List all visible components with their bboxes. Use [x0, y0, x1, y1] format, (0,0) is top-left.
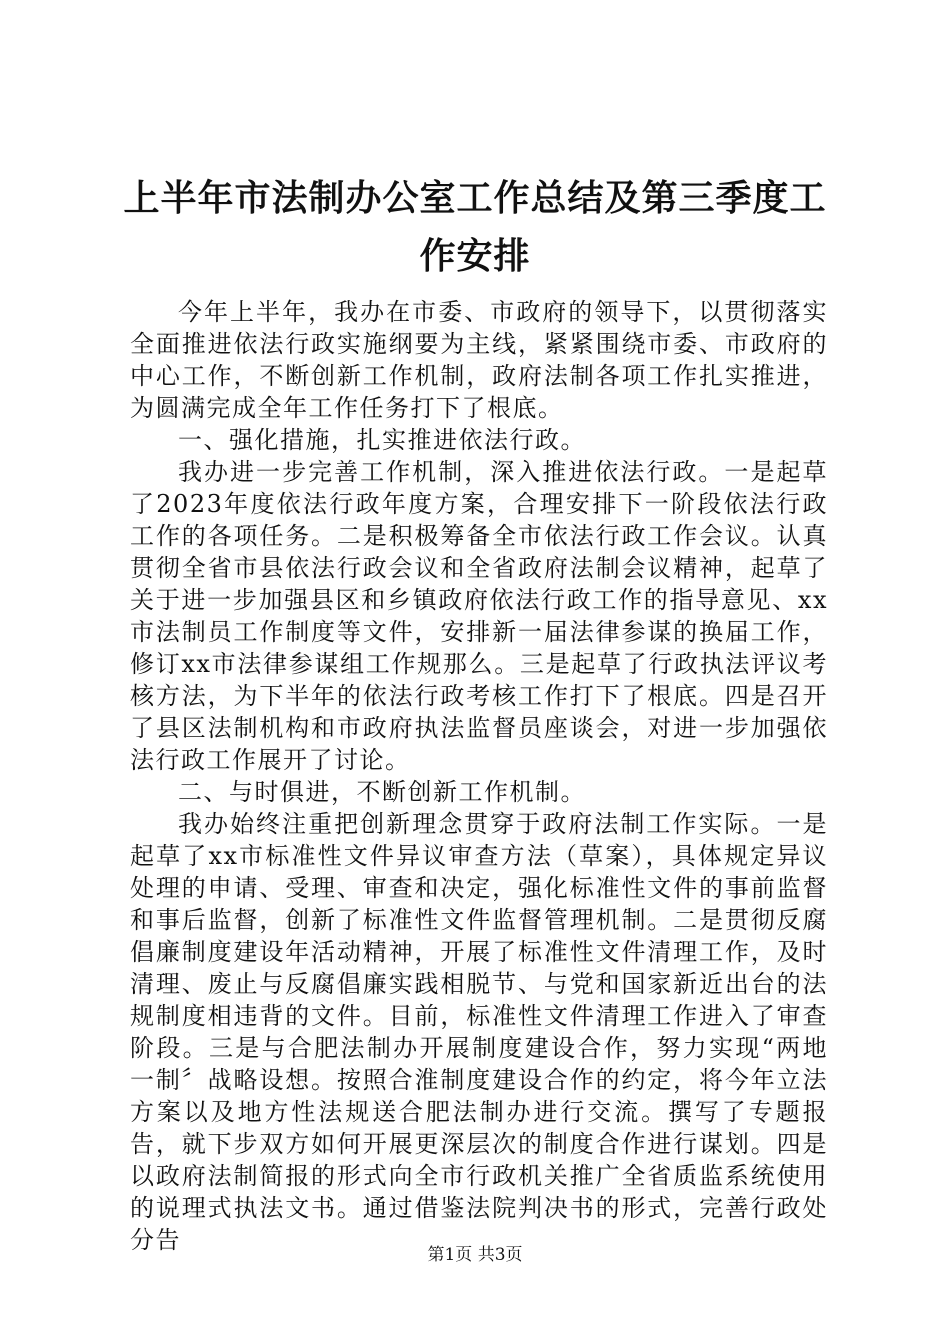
document-body — [130, 296, 828, 1256]
document-title: 上半年市法制办公室工作总结及第三季度工作安排 — [123, 178, 827, 277]
section-heading-1: 一、强化措施，扎实推进依法行政。 — [178, 426, 586, 454]
paragraph-section-1: 我办进一步完善工作机制，深入推进依法行政。一是起草了2023年度依法行政年度方案，合理安排下一阶段依法行政工作的各项任务。二是积极筹备全市依法行政工作会议。认真贯彻全省市县依法行政会议和全省政府法制会议精神，起草了关于进一步加强县区和乡镇政府依法行政工作的指导意见、xx市法制员工作制度等文件，安排新一届法律参谋的换届工作，修订xx市法律参谋组工作规那么。三是起草了行政执法评议考核方法，为下半年的依法行政考核工作打下了根底。四是召开了县区法制机构和市政府执法监督员座谈会，对进一步加强依法行政工作展开了讨论。 — [130, 458, 828, 774]
paragraph-section-2: 我办始终注重把创新理念贯穿于政府法制工作实际。一是起草了xx市标准性文件异议审查方法（草案），具体规定异议处理的申请、受理、审查和决定，强化标准性文件的事前监督和事后监督，创新了标准性文件监督管理机制。二是贯彻反腐倡廉制度建设年活动精神，开展了标准性文件清理工作，及时清理、废止与反腐倡廉实践相脱节、与党和国家新近出台的法规制度相违背的文件。目前，标准性文件清理工作进入了审查阶段。三是与合肥法制办开展制度建设合作，努力实现“两地一制〞战略设想。按照合淮制度建设合作的约定，将今年立法方案以及地方性法规送合肥法制办进行交流。撰写了专题报告，就下步双方如何开展更深层次的制度合作进行谋划。四是以政府法制简报的形式向全市行政机关推广全省质监系统使用的说理式执法文书。通过借鉴法院判决书的形式，完善行政处分告 — [130, 810, 828, 1254]
section-heading-2: 二、与时俱进，不断创新工作机制。 — [178, 778, 586, 806]
paragraph-intro: 今年上半年，我办在市委、市政府的领导下，以贯彻落实全面推进依法行政实施纲要为主线，紧紧围绕市委、市政府的中心工作，不断创新工作机制，政府法制各项工作扎实推进，为圆满完成全年工作任务打下了根底。 — [130, 298, 828, 422]
page-number: 第1页 共3页 — [427, 1245, 523, 1265]
